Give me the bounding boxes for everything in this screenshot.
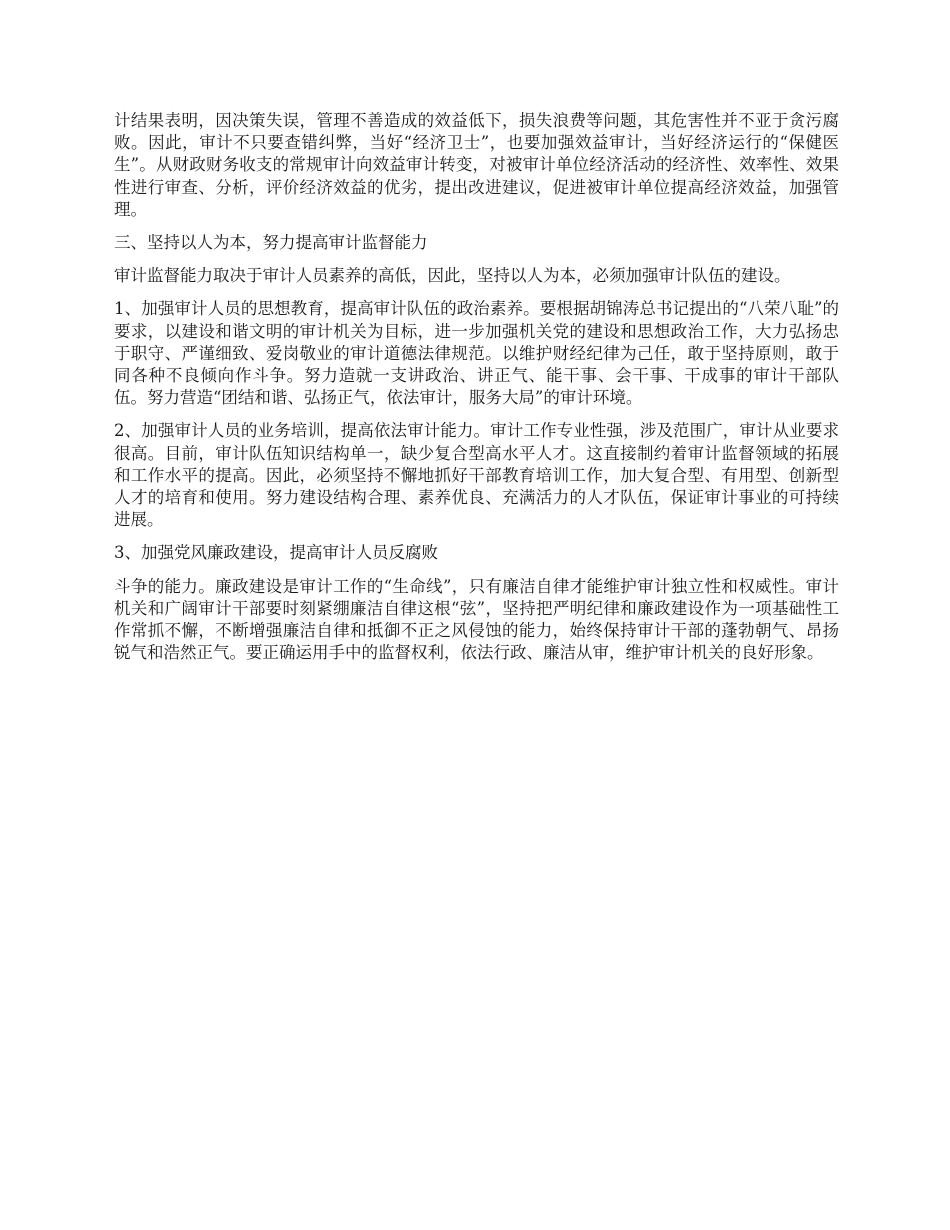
document-body — [114, 110, 839, 675]
paragraph-point-2: 2、加强审计人员的业务培训，提高依法审计能力。审计工作专业性强，涉及范围广，审计从业要求很高。目前，审计队伍知识结构单一，缺少复合型高水平人才。这直接制约着审计监督领域的拓展和工作水平的提高。因此，必须坚持不懈地抓好干部教育培训工作，加大复合型、有用型、创新型人才的培育和使用。努力建设结构合理、素养优良、充满活力的人才队伍，保证审计事业的可持续进展。 — [114, 421, 839, 530]
paragraph-efficiency-audit: 计结果表明，因决策失误，管理不善造成的效益低下，损失浪费等问题，其危害性并不亚于贪污腐败。因此，审计不只要查错纠弊，当好“经济卫士”，也要加强效益审计，当好经济运行的“保健医生”。从财政财务收支的常规审计向效益审计转变，对被审计单位经济活动的经济性、效率性、效果性进行审查、分析，评价经济效益的优劣，提出改进建议，促进被审计单位提高经济效益，加强管理。 — [114, 111, 839, 219]
paragraph-point-3-body: 斗争的能力。廉政建设是审计工作的“生命线”，只有廉洁自律才能维护审计独立性和权威性。审计机关和广阔审计干部要时刻紧绷廉洁自律这根“弦”，坚持把严明纪律和廉政建设作为一项基础性工作常抓不懈，不断增强廉洁自律和抵御不正之风侵蚀的能力，始终保持审计干部的蓬勃朝气、昂扬锐气和浩然正气。要正确运用手中的监督权利，依法行政、廉洁从审，维护审计机关的良好形象。 — [114, 576, 839, 663]
section-heading-3: 三、坚持以人为本，努力提高审计监督能力 — [114, 233, 428, 253]
paragraph-point-1: 1、加强审计人员的思想教育，提高审计队伍的政治素养。要根据胡锦涛总书记提出的“八荣八耻”的要求，以建设和谐文明的审计机关为目标，进一步加强机关党的建设和思想政治工作，大力弘扬忠于职守、严谨细致、爱岗敬业的审计道德法律规范。以维护财经纪律为己任，敢于坚持原则，敢于同各种不良倾向作斗争。努力造就一支讲政治、讲正气、能干事、会干事、干成事的审计干部队伍。努力营造“团结和谐、弘扬正气，依法审计，服务大局”的审计环境。 — [114, 299, 839, 408]
paragraph-point-3-heading: 3、加强党风廉政建设，提高审计人员反腐败 — [114, 543, 438, 563]
paragraph-capability-intro: 审计监督能力取决于审计人员素养的高低，因此，坚持以人为本，必须加强审计队伍的建设。 — [114, 266, 791, 286]
